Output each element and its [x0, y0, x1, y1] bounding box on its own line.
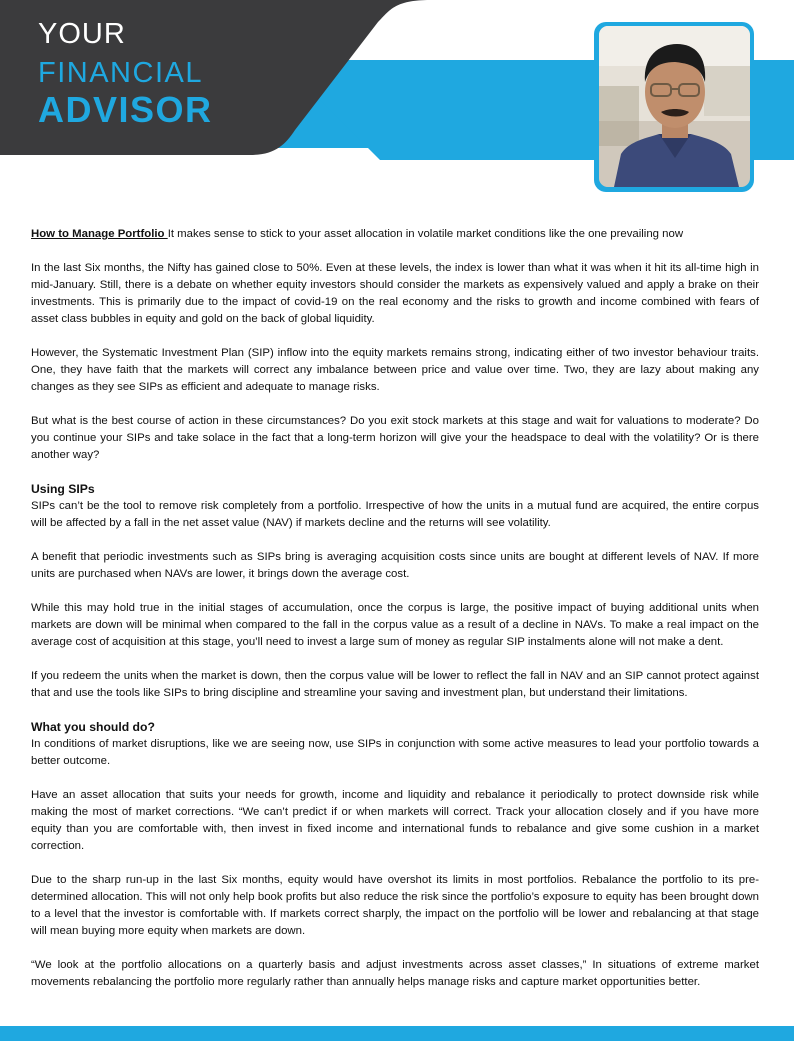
paragraph-2: However, the Systematic Investment Plan (SIP) inflow into the equity markets remains strong, indicating either of two investor behaviour traits. One, they have faith that the markets will correct any imbalance between price and value over time. Two, they are lazy about making any changes as they see SIPs as efficient and adequate to manage risks.	[31, 347, 759, 393]
footer-bar	[0, 1026, 794, 1041]
section-heading-what-you-should-do: What you should do?	[31, 720, 155, 734]
header-title	[38, 20, 213, 128]
article-body	[31, 226, 759, 991]
intro-text: It makes sense to stick to your asset allocation in volatile market conditions like the one prevailing now	[167, 228, 684, 240]
title-line-advisor: ADVISOR	[38, 89, 213, 130]
paragraph-1: In the last Six months, the Nifty has gained close to 50%. Even at these levels, the index is lower than what it was when it hit its all-time high in mid-January. Still, there is a debate on whether equity investors should consider the markets as expensively valued and apply a brake on their investments. This is primarily due to the impact of covid-19 on the real economy and the risks to growth and income combined with fears of asset class bubbles in equity and gold on the back of global liquidity.	[31, 262, 759, 325]
title-line-your: YOUR	[38, 18, 126, 50]
paragraph-9: Have an asset allocation that suits your needs for growth, income and liquidity and rebalance it periodically to protect downside risk while making the most of market corrections. “We can’t predict if or when markets will correct. Track your allocation closely and if you have more equity than you are comfortable with, then invest in fixed income and international funds to rebalance and give some cushion in a market correction.	[31, 789, 759, 852]
section-heading-using-sips: Using SIPs	[31, 482, 95, 496]
paragraph-6: While this may hold true in the initial stages of accumulation, once the corpus is large, the positive impact of buying additional units when markets are down will be minimal when compared to the fall in the corpus value as a result of a decline in NAVs. To make a real impact on the average cost of acquisition at this stage, you’ll need to invest a large sum of money as regular SIP instalments alone will not make a dent.	[31, 602, 759, 648]
paragraph-7: If you redeem the units when the market is down, then the corpus value will be lower to reflect the fall in NAV and an SIP cannot protect against that and use the tools like SIPs to bring discipline and streamline your saving and investment plan, but understand their limitations.	[31, 670, 759, 699]
advisor-photo-frame	[594, 22, 754, 192]
paragraph-4: SIPs can’t be the tool to remove risk completely from a portfolio. Irrespective of how the units in a mutual fund are acquired, the entire corpus will be affected by a fall in the net asset value (NAV) if markets decline and the returns will see volatility.	[31, 500, 759, 529]
paragraph-5: A benefit that periodic investments such as SIPs bring is averaging acquisition costs since units are bought at different levels of NAV. If more units are purchased when NAVs are lower, it brings down the average cost.	[31, 551, 759, 580]
article-intro	[31, 226, 759, 243]
paragraph-10: Due to the sharp run-up in the last Six months, equity would have overshot its limits in most portfolios. Rebalance the portfolio to its pre-determined allocation. This will not only help book profits but also reduce the risk since the portfolio’s exposure to equity has been brought down to a level that the investor is comfortable with. If markets correct sharply, the impact on the portfolio will be lower and rebalancing at that stage will mean buying more equity when markets are down.	[31, 874, 759, 937]
paragraph-3: But what is the best course of action in these circumstances? Do you exit stock markets at this stage and wait for valuations to moderate? Do you continue your SIPs and take solace in the fact that a long-term horizon will give your the headspace to deal with the volatility? Or is there another way?	[31, 415, 759, 461]
advisor-portrait-icon	[599, 26, 750, 187]
paragraph-11: “We look at the portfolio allocations on a quarterly basis and adjust investments across asset classes,” In situations of extreme market movements rebalancing the portfolio more regularly rather than annually helps manage risks and capture market opportunities better.	[31, 959, 759, 988]
title-line-financial: FINANCIAL	[38, 57, 203, 89]
paragraph-8: In conditions of market disruptions, like we are seeing now, use SIPs in conjunction with some active measures to lead your portfolio towards a better outcome.	[31, 738, 759, 767]
intro-heading: How to Manage Portfolio	[31, 228, 168, 240]
